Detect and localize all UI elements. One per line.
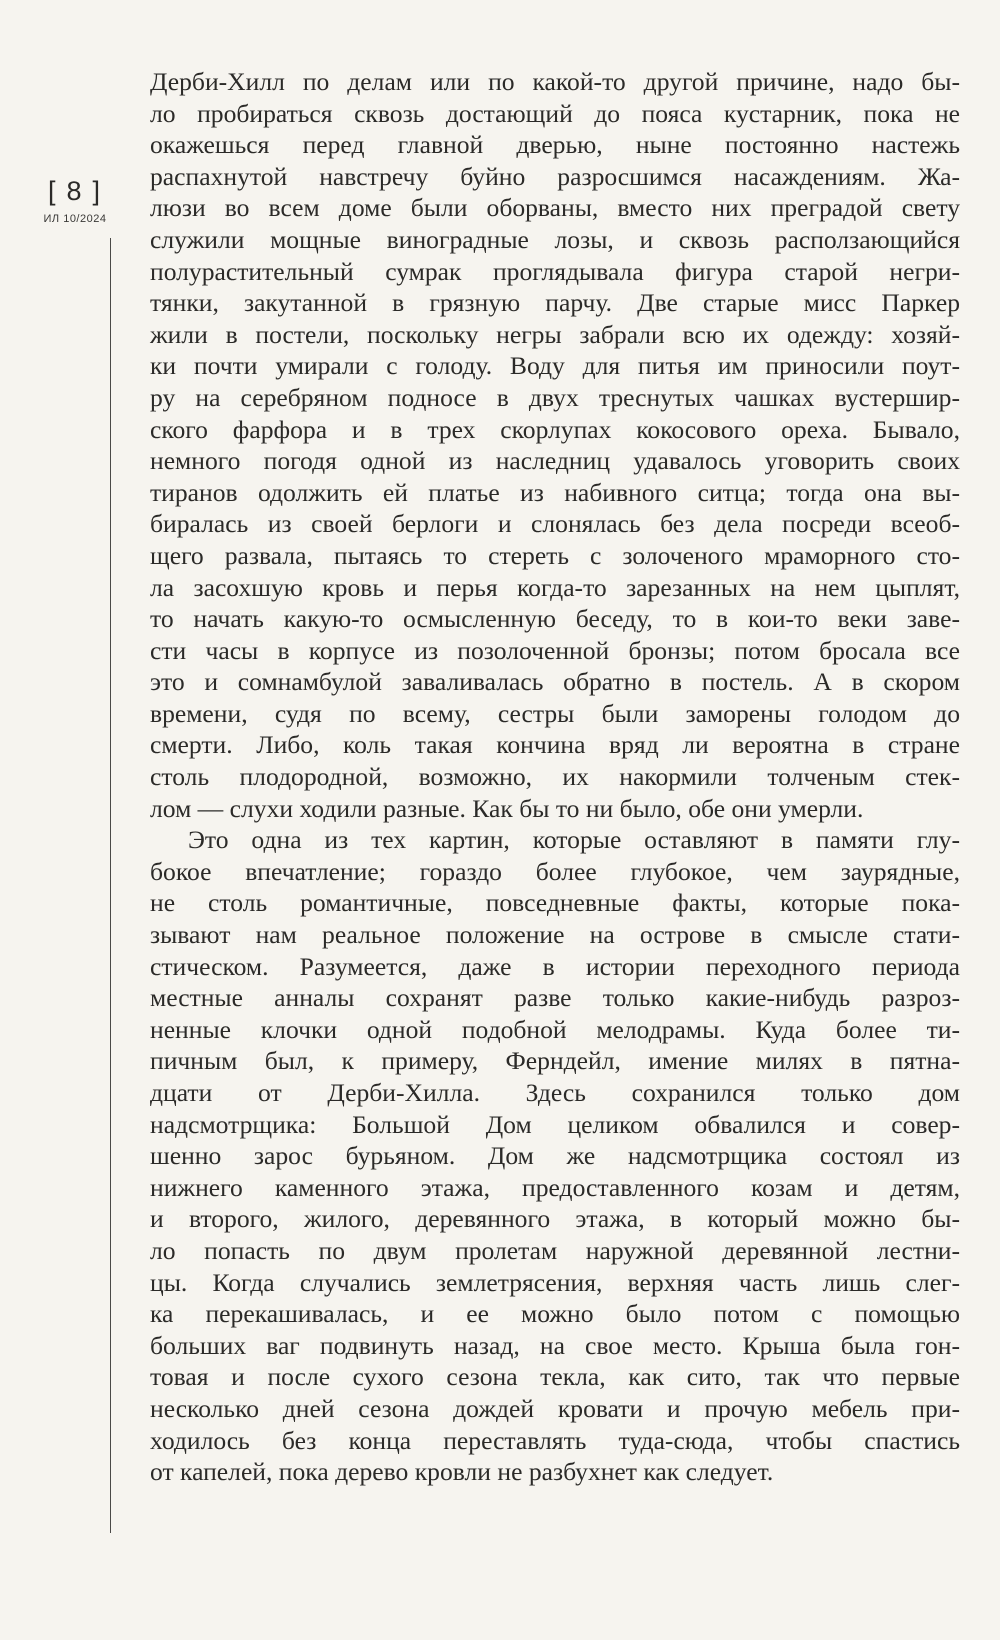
text-line: служили мощные виноградные лозы, и сквозь расползающийся	[150, 224, 960, 254]
text-line: пичным был, к примеру, Ферндейл, имение милях в пятна-	[150, 1046, 960, 1076]
text-line: ру на серебряном подносе в двух треснутых чашках вустершир-	[150, 382, 960, 412]
body-text	[150, 66, 960, 1488]
text-line: ненные клочки одной подобной мелодрамы. Куда более ти-	[150, 1014, 960, 1044]
text-line: ка перекашивалась, и ее можно было потом с помощью	[150, 1299, 960, 1329]
text-line: ло попасть по двум пролетам наружной деревянной лестни-	[150, 1235, 960, 1265]
text-line: столь плодородной, возможно, их накормили толченым стек-	[150, 762, 960, 792]
text-line: надсмотрщика: Большой Дом целиком обвалился и совер-	[150, 1109, 960, 1139]
text-line: щего развала, пытаясь то стереть с золоченого мраморного сто-	[150, 540, 960, 570]
text-line: от капелей, пока дерево кровли не разбухнет как следует.	[150, 1457, 774, 1487]
text-line: зывают нам реальное положение на острове в смысле стати-	[150, 920, 960, 950]
text-line: немного погодя одной из наследниц удавалось уговорить своих	[150, 446, 960, 476]
text-line: это и сомнамбулой заваливалась обратно в постель. А в скором	[150, 667, 960, 697]
page-number: [ 8 ]	[47, 176, 103, 206]
text-line: местные анналы сохранят разве только какие-нибудь разроз-	[150, 983, 960, 1013]
page-folio	[38, 178, 112, 225]
text-line: распахнутой навстречу буйно разросшимся насаждениям. Жа-	[150, 161, 960, 191]
text-line: ского фарфора и в трех скорлупах кокосового ореха. Бывало,	[150, 414, 960, 444]
text-line: сти часы в корпусе из позолоченной бронзы; потом бросала все	[150, 635, 960, 665]
margin-rule	[110, 238, 111, 1533]
issue-label: ИЛ 10/2024	[43, 213, 107, 225]
text-line: полурастительный сумрак проглядывала фигура старой негри-	[150, 256, 960, 286]
text-line: цы. Когда случались землетрясения, верхняя часть лишь слег-	[150, 1267, 960, 1297]
text-line: ла засохшую кровь и перья когда-то зарезанных на нем цыплят,	[150, 572, 960, 602]
text-line: люзи во всем доме были оборваны, вместо них преградой свету	[150, 193, 960, 223]
paragraph	[150, 66, 960, 824]
text-line: ходилось без конца переставлять туда-сюда, чтобы спастись	[150, 1425, 960, 1455]
text-line: окажешься перед главной дверью, ныне постоянно настежь	[150, 130, 960, 160]
text-line: дцати от Дерби-Хилла. Здесь сохранился только дом	[150, 1078, 960, 1107]
text-line: смерти. Либо, коль такая кончина вряд ли вероятна в стране	[150, 730, 960, 760]
page-number-value: 8	[66, 176, 84, 206]
text-line: товая и после сухого сезона текла, как сито, так что первые	[150, 1362, 960, 1392]
text-line: ло пробираться сквозь достающий до пояса кустарник, пока не	[150, 98, 960, 128]
text-line: времени, судя по всему, сестры были заморены голодом до	[150, 698, 960, 728]
text-line: лом — слухи ходили разные. Как бы то ни было, обе они умерли.	[150, 793, 864, 823]
text-line: стическом. Разумеется, даже в истории переходного периода	[150, 951, 960, 981]
text-line: бокое впечатление; гораздо более глубокое, чем заурядные,	[150, 856, 960, 886]
text-line: тянки, закутанной в грязную парчу. Две старые мисс Паркер	[150, 288, 960, 318]
text-line: нижнего каменного этажа, предоставленного козам и детям,	[150, 1172, 960, 1202]
text-line: то начать какую-то осмысленную беседу, то в кои-то веки заве-	[150, 604, 960, 634]
text-line: Это одна из тех картин, которые оставляют в памяти глу-	[188, 825, 960, 855]
paragraph	[150, 824, 960, 1487]
text-line: ки почти умирали с голоду. Воду для питья им приносили поут-	[150, 351, 960, 381]
text-line: больших ваг подвинуть назад, на свое место. Крыша была гон-	[150, 1330, 960, 1360]
text-line: и второго, жилого, деревянного этажа, в который можно бы-	[150, 1204, 960, 1234]
text-line: Дерби-Хилл по делам или по какой-то другой причине, надо бы-	[150, 67, 960, 96]
text-line: биралась из своей берлоги и слонялась без дела посреди всеоб-	[150, 509, 960, 539]
text-line: несколько дней сезона дождей кровати и прочую мебель при-	[150, 1393, 960, 1423]
text-line: шенно зарос бурьяном. Дом же надсмотрщика состоял из	[150, 1141, 960, 1171]
text-line: жили в постели, поскольку негры забрали всю их одежду: хозяй-	[150, 319, 960, 349]
text-line: не столь романтичные, повседневные факты, которые пока-	[150, 888, 960, 918]
text-line: тиранов одолжить ей платье из набивного ситца; тогда она вы-	[150, 477, 960, 507]
